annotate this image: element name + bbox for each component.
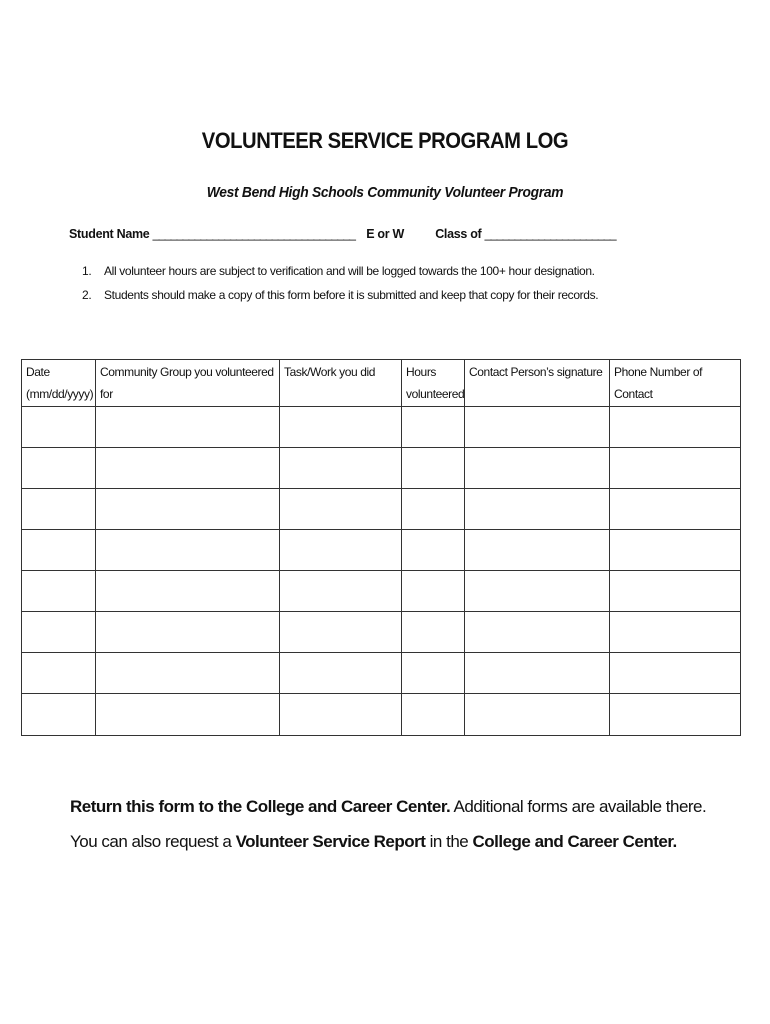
- community-group-cell[interactable]: [96, 571, 280, 612]
- instruction-number: 2.: [82, 288, 92, 302]
- date-cell[interactable]: [22, 571, 96, 612]
- table-body: [22, 407, 741, 736]
- class-of-label: Class of: [435, 227, 482, 241]
- task-cell[interactable]: [280, 530, 402, 571]
- student-name-label: Student Name: [69, 227, 150, 241]
- phone-cell[interactable]: [610, 694, 741, 736]
- phone-cell[interactable]: [610, 407, 741, 448]
- contact-signature-cell[interactable]: [465, 694, 610, 736]
- instruction-number: 1.: [82, 264, 92, 278]
- report-name: Volunteer Service Report: [235, 832, 426, 851]
- table-row: [22, 653, 741, 694]
- community-group-cell[interactable]: [96, 530, 280, 571]
- return-instructions: [70, 789, 710, 859]
- community-group-cell[interactable]: [96, 653, 280, 694]
- contact-signature-cell[interactable]: [465, 448, 610, 489]
- instruction-item: [82, 286, 598, 310]
- contact-signature-cell[interactable]: [465, 407, 610, 448]
- task-cell[interactable]: [280, 653, 402, 694]
- task-cell[interactable]: [280, 407, 402, 448]
- table-row: [22, 571, 741, 612]
- column-header-date: Date (mm/dd/yyyy): [22, 360, 96, 407]
- center-name: College and Career Center.: [472, 832, 677, 851]
- task-cell[interactable]: [280, 489, 402, 530]
- contact-signature-cell[interactable]: [465, 489, 610, 530]
- contact-signature-cell[interactable]: [465, 653, 610, 694]
- community-group-cell[interactable]: [96, 407, 280, 448]
- task-cell[interactable]: [280, 571, 402, 612]
- community-group-cell[interactable]: [96, 448, 280, 489]
- return-instruction-text-2: in the: [425, 832, 473, 851]
- column-header-hours: Hours volunteered: [402, 360, 465, 407]
- hours-cell[interactable]: [402, 694, 465, 736]
- community-group-cell[interactable]: [96, 694, 280, 736]
- column-header-contact-signature: Contact Person’s signature: [465, 360, 610, 407]
- instruction-text: All volunteer hours are subject to verification and will be logged towards the 100+ hour designation.: [104, 264, 595, 278]
- hours-cell[interactable]: [402, 653, 465, 694]
- task-cell[interactable]: [280, 448, 402, 489]
- column-header-task: Task/Work you did: [280, 360, 402, 407]
- date-cell[interactable]: [22, 612, 96, 653]
- date-cell[interactable]: [22, 489, 96, 530]
- student-info-line: [69, 227, 616, 241]
- task-cell[interactable]: [280, 694, 402, 736]
- contact-signature-cell[interactable]: [465, 612, 610, 653]
- phone-cell[interactable]: [610, 612, 741, 653]
- table-row: [22, 530, 741, 571]
- school-choice: E or W: [366, 227, 404, 241]
- hours-cell[interactable]: [402, 489, 465, 530]
- return-instruction-text: Additional forms are available there. You can also request a: [70, 797, 707, 851]
- table-row: [22, 612, 741, 653]
- date-cell[interactable]: [22, 530, 96, 571]
- table-row: [22, 694, 741, 736]
- date-cell[interactable]: [22, 694, 96, 736]
- phone-cell[interactable]: [610, 530, 741, 571]
- contact-signature-cell[interactable]: [465, 530, 610, 571]
- community-group-cell[interactable]: [96, 489, 280, 530]
- date-cell[interactable]: [22, 407, 96, 448]
- hours-cell[interactable]: [402, 407, 465, 448]
- community-group-cell[interactable]: [96, 612, 280, 653]
- return-instruction-bold: Return this form to the College and Career Center.: [70, 797, 451, 816]
- hours-cell[interactable]: [402, 571, 465, 612]
- date-cell[interactable]: [22, 448, 96, 489]
- hours-cell[interactable]: [402, 530, 465, 571]
- phone-cell[interactable]: [610, 653, 741, 694]
- hours-cell[interactable]: [402, 612, 465, 653]
- page-title: VOLUNTEER SERVICE PROGRAM LOG: [201, 128, 569, 153]
- hours-cell[interactable]: [402, 448, 465, 489]
- instructions-list: [82, 262, 598, 310]
- table-header-row: [22, 360, 741, 407]
- class-of-field[interactable]: ______________________: [484, 227, 616, 241]
- task-cell[interactable]: [280, 612, 402, 653]
- column-header-community-group: Community Group you volunteered for: [96, 360, 280, 407]
- page-subtitle: West Bend High Schools Community Volunteer Program: [206, 184, 564, 201]
- date-cell[interactable]: [22, 653, 96, 694]
- phone-cell[interactable]: [610, 448, 741, 489]
- instruction-text: Students should make a copy of this form before it is submitted and keep that copy for their records.: [104, 288, 599, 302]
- phone-cell[interactable]: [610, 571, 741, 612]
- student-name-field[interactable]: __________________________________: [152, 227, 356, 241]
- contact-signature-cell[interactable]: [465, 571, 610, 612]
- table-row: [22, 448, 741, 489]
- column-header-phone: Phone Number of Contact: [610, 360, 741, 407]
- phone-cell[interactable]: [610, 489, 741, 530]
- instruction-item: [82, 262, 598, 286]
- table-row: [22, 407, 741, 448]
- table-row: [22, 489, 741, 530]
- volunteer-log-table: [21, 359, 741, 736]
